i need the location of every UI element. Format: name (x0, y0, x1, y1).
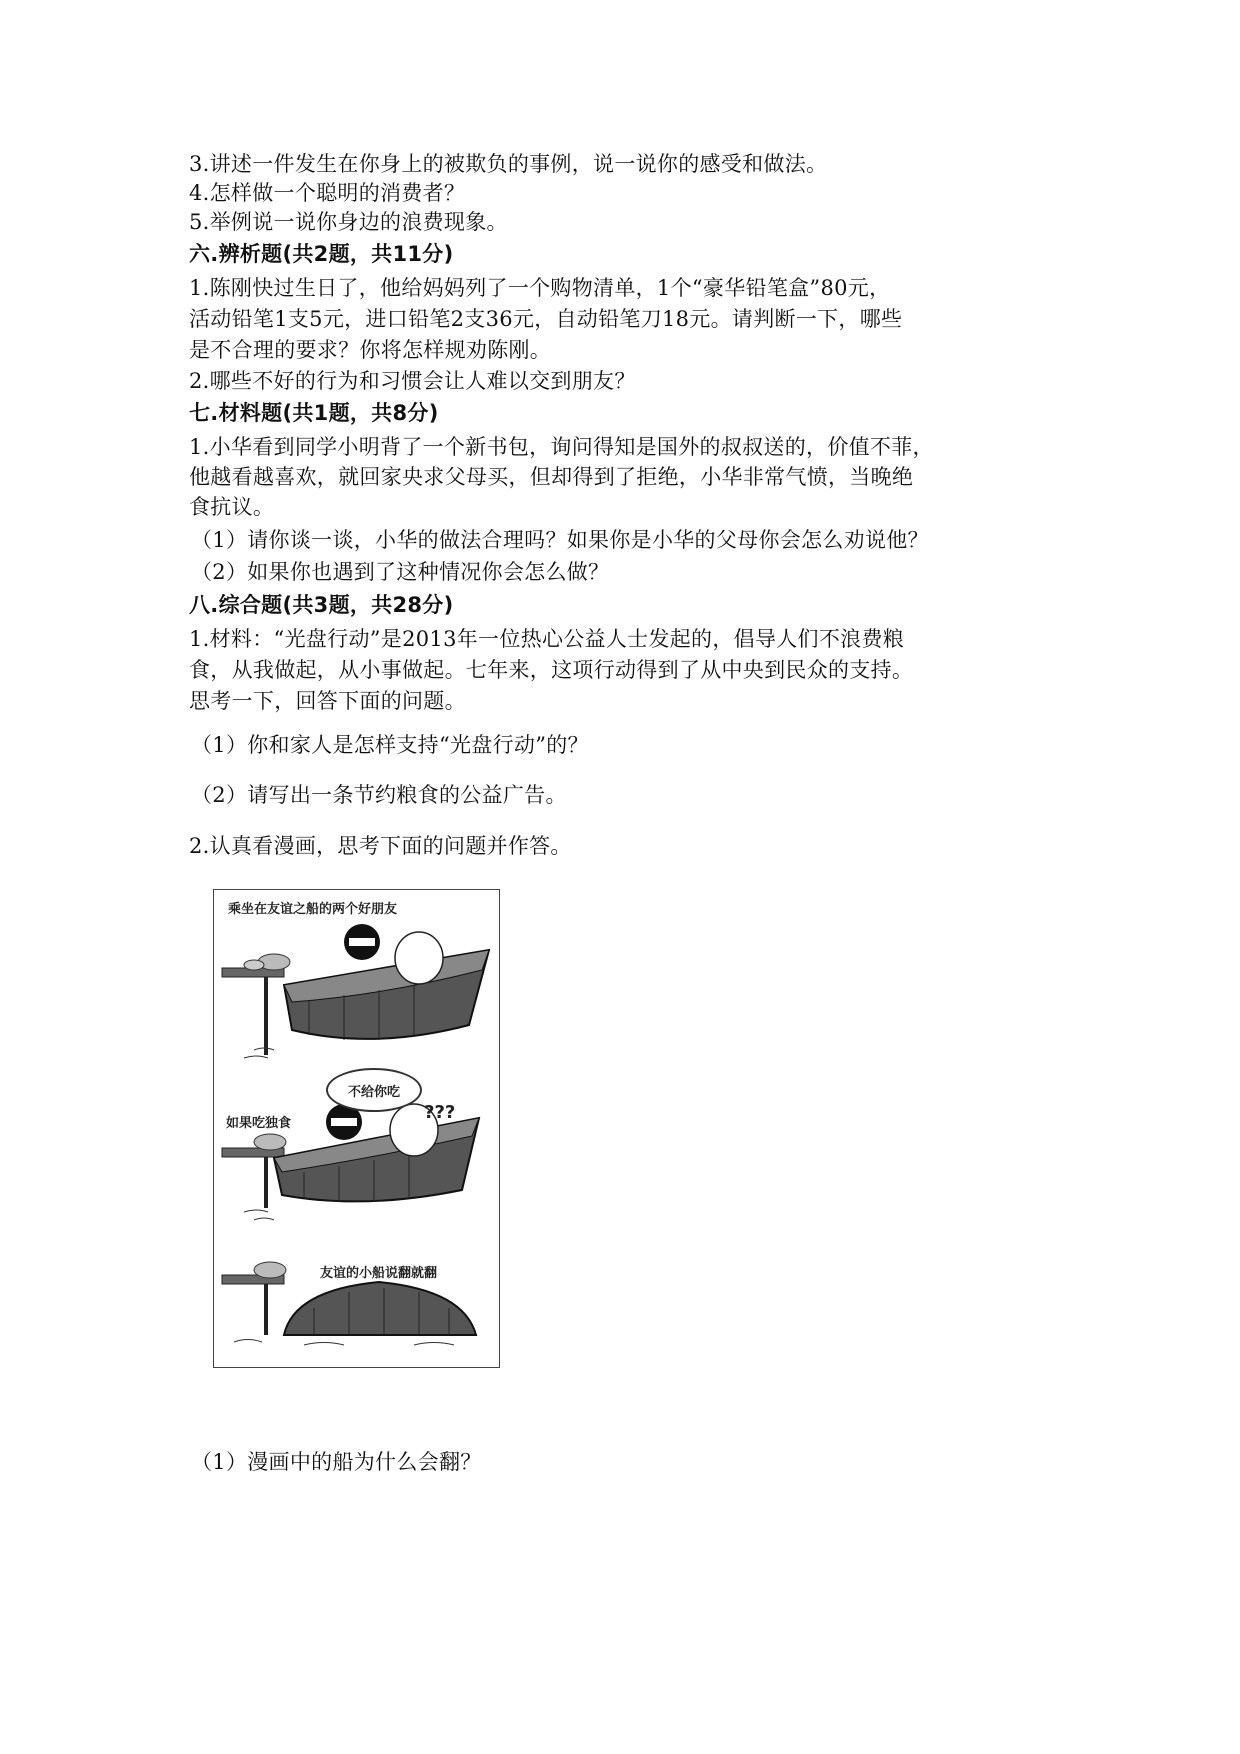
question-4: 4.怎样做一个聪明的消费者？ (189, 181, 466, 205)
comic-caption-3: 友谊的小船说翻就翻 (320, 1266, 438, 1281)
question-marks: ??? (424, 1102, 456, 1123)
s8-q1-sub-2: （2）请写出一条节约粮食的公益广告。 (191, 783, 567, 807)
section-8-heading: 八.综合题(共3题，共28分) (189, 593, 454, 617)
s7-q1-line-2: 他越看越喜欢，就回家央求父母买，但却得到了拒绝，小华非常气愤，当晚绝 (189, 465, 914, 489)
s7-q1-line-3: 食抗议。 (189, 495, 275, 519)
s6-q1-line-3: 是不合理的要求？你将怎样规劝陈刚。 (189, 338, 552, 362)
s8-q1-line-1: 1.材料：“光盘行动”是2013年一位热心公益人士发起的，倡导人们不浪费粮 (189, 627, 905, 651)
comic-caption-1: 乘坐在友谊之船的两个好朋友 (228, 902, 398, 917)
section-6-heading: 六.辨析题(共2题，共11分) (189, 242, 454, 266)
speech-bubble-text: 不给你吃 (347, 1084, 400, 1100)
s6-q1-line-1: 1.陈刚快过生日了，他给妈妈列了一个购物清单，1个“豪华铅笔盒”80元， (189, 276, 891, 300)
s6-q2: 2.哪些不好的行为和习惯会让人难以交到朋友？ (189, 369, 636, 393)
comic-caption-2: 如果吃独食 (226, 1116, 292, 1131)
s8-q1-sub-1: （1）你和家人是怎样支持“光盘行动”的？ (191, 733, 589, 757)
s8-q2-sub-1: （1）漫画中的船为什么会翻？ (191, 1450, 482, 1474)
friendship-boat-comic (213, 889, 500, 1368)
question-3: 3.讲述一件发生在你身上的被欺负的事例，说一说你的感受和做法。 (189, 152, 828, 176)
question-5: 5.举例说一说你身边的浪费现象。 (189, 210, 508, 234)
s8-q1-line-3: 思考一下，回答下面的问题。 (189, 689, 466, 713)
s8-q2: 2.认真看漫画，思考下面的问题并作答。 (189, 834, 572, 858)
section-7-heading: 七.材料题(共1题，共8分) (189, 401, 439, 425)
s7-q1-line-1: 1.小华看到同学小明背了一个新书包，询问得知是国外的叔叔送的，价值不菲， (189, 435, 934, 459)
speech-bubble (326, 1068, 422, 1112)
s7-sub-1: （1）请你谈一谈，小华的做法合理吗？如果你是小华的父母你会怎么劝说他？ (191, 528, 929, 552)
panel-1-scene (222, 924, 489, 1058)
s6-q1-line-2: 活动铅笔1支5元，进口铅笔2支36元，自动铅笔刀18元。请判断一下，哪些 (189, 307, 903, 331)
s7-sub-2: （2）如果你也遇到了这种情况你会怎么做？ (191, 560, 610, 584)
s8-q1-line-2: 食，从我做起，从小事做起。七年来，这项行动得到了从中央到民众的支持。 (189, 658, 914, 682)
